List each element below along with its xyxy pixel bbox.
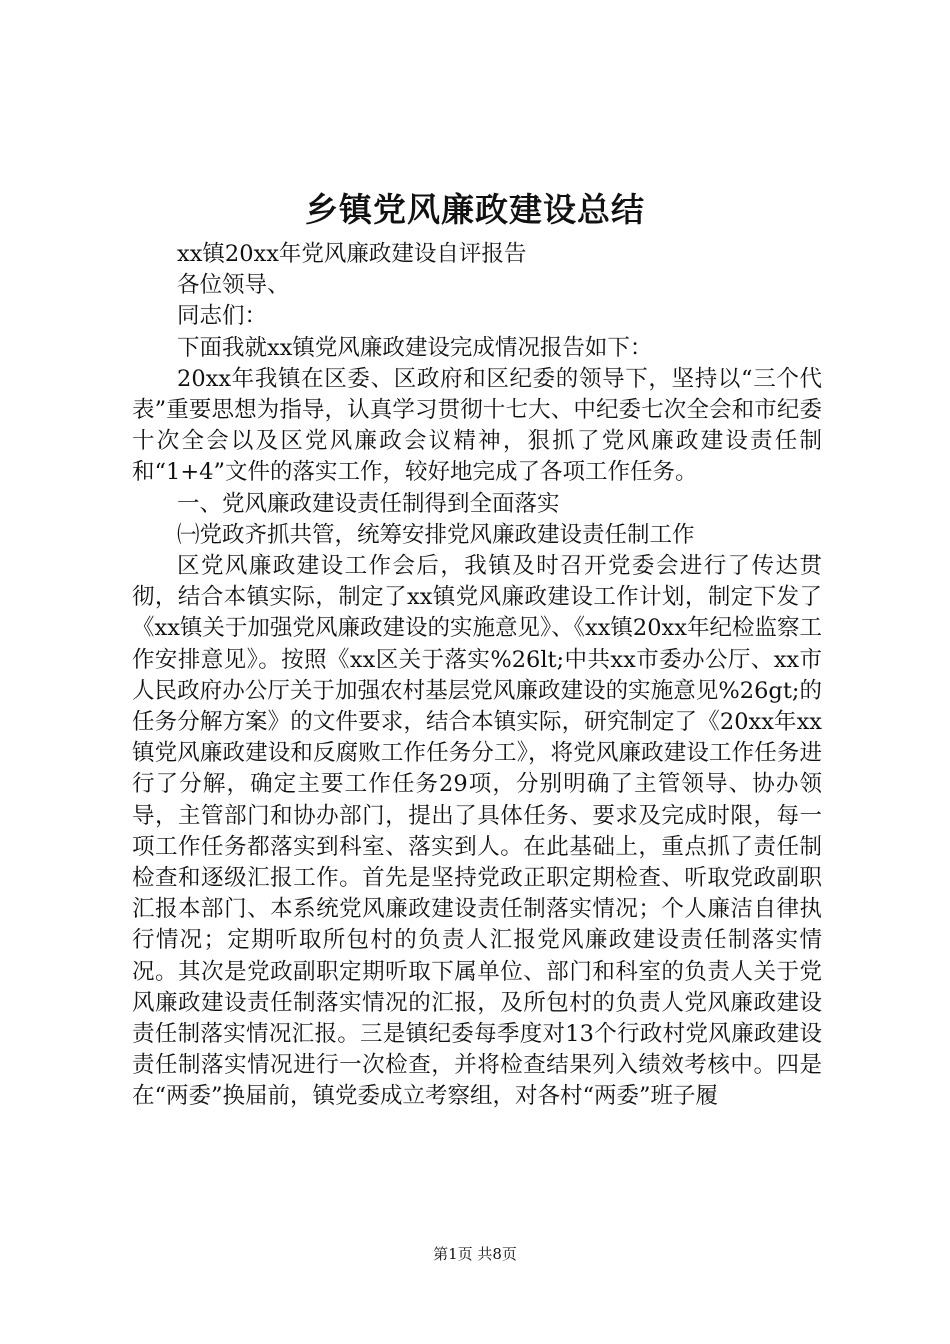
page-number-footer: 第1页 共8页 <box>433 1245 517 1263</box>
document-body <box>132 239 822 1113</box>
paragraph-overview: 20xx年我镇在区委、区政府和区纪委的领导下，坚持以“三个代表”重要思想为指导，认真学习贯彻十七大、中纪委七次全会和市纪委十次全会以及区党风廉政会议精神，狠抓了党风廉政建设责任制和“1+4”文件的落实工作，较好地完成了各项工作任务。 <box>132 365 822 486</box>
paragraph-salutation-leaders: 各位领导、 <box>177 272 290 299</box>
paragraph-intro: 下面我就xx镇党风廉政建设完成情况报告如下： <box>177 334 653 361</box>
paragraph-body-1: 区党风廉政建设工作会后，我镇及时召开党委会进行了传达贯彻，结合本镇实际，制定了xx镇党风廉政建设工作计划，制定下发了《xx镇关于加强党风廉政建设的实施意见》、《xx镇20xx年纪检监察工作安排意见》。按照《xx区关于落实%26lt;中共xx市委办公厅、xx市人民政府办公厅关于加强农村基层党风廉政建设的实施意见%26gt;的任务分解方案》的文件要求，结合本镇实际，研究制定了《20xx年xx镇党风廉政建设和反腐败工作任务分工》，将党风廉政建设工作任务进行了分解，确定主要工作任务29项，分别明确了主管领导、协办领导，主管部门和协办部门，提出了具体任务、要求及完成时限，每一项工作任务都落实到科室、落实到人。在此基础上，重点抓了责任制检查和逐级汇报工作。首先是坚持党政正职定期检查、听取党政副职汇报本部门、本系统党风廉政建设责任制落实情况；个人廉洁自律执行情况；定期听取所包村的负责人汇报党风廉政建设责任制落实情况。其次是党政副职定期听取下属单位、部门和科室的负责人关于党风廉政建设责任制落实情况的汇报，及所包村的负责人党风廉政建设责任制落实情况汇报。三是镇纪委每季度对13个行政村党风廉政建设责任制落实情况进行一次检查，并将检查结果列入绩效考核中。四是在“两委”换届前，镇党委成立考察组，对各村“两委”班子履 <box>132 553 822 1110</box>
section-heading-1: 一、党风廉政建设责任制得到全面落实 <box>177 490 560 517</box>
document-title: 乡镇党风廉政建设总结 <box>305 190 645 229</box>
paragraph-salutation-comrades: 同志们： <box>177 303 268 330</box>
subsection-heading-1: ㈠党政齐抓共管，统筹安排党风廉政建设责任制工作 <box>177 521 695 548</box>
paragraph-report-heading: xx镇20xx年党风廉政建设自评报告 <box>177 241 527 267</box>
